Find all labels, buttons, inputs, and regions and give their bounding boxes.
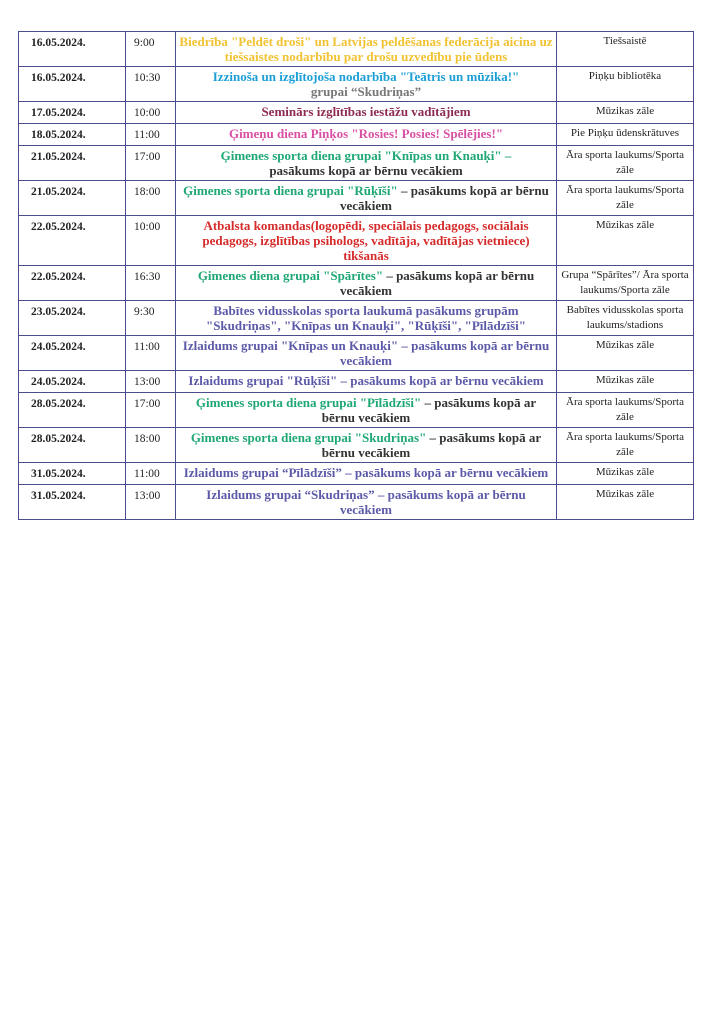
event-description (176, 124, 557, 146)
event-description (176, 102, 557, 124)
table-row (19, 428, 694, 463)
event-text-part: – pasākums kopā ar bērnu vecākiem (340, 268, 535, 298)
event-date: 21.05.2024. (19, 146, 126, 181)
event-time: 18:00 (126, 181, 176, 216)
event-date: 28.05.2024. (19, 428, 126, 463)
table-row (19, 301, 694, 336)
event-date: 28.05.2024. (19, 393, 126, 428)
events-schedule-table (18, 31, 694, 520)
event-location: Āra sporta laukums/Sporta zāle (557, 393, 694, 428)
event-description (176, 181, 557, 216)
event-time: 18:00 (126, 428, 176, 463)
event-description (176, 393, 557, 428)
event-description (176, 428, 557, 463)
event-text-part: Izlaidums grupai "Rūķīši" – pasākums kopā ar bērnu vecākiem (188, 373, 544, 388)
event-text-part: Ģimenes sporta diena grupai "Knīpas un Knauķi" – (220, 148, 512, 163)
event-date: 17.05.2024. (19, 102, 126, 124)
event-time: 9:00 (126, 32, 176, 67)
table-row (19, 181, 694, 216)
event-text-part: Ģimenes diena grupai "Spārītes" (197, 268, 384, 283)
event-time: 10:00 (126, 102, 176, 124)
event-location: Āra sporta laukums/Sporta zāle (557, 428, 694, 463)
event-time: 10:30 (126, 67, 176, 102)
event-date: 24.05.2024. (19, 336, 126, 371)
event-description (176, 463, 557, 485)
event-time: 16:30 (126, 266, 176, 301)
event-location: Mūzikas zāle (557, 102, 694, 124)
event-date: 22.05.2024. (19, 266, 126, 301)
event-date: 24.05.2024. (19, 371, 126, 393)
event-location: Mūzikas zāle (557, 463, 694, 485)
event-date: 22.05.2024. (19, 216, 126, 266)
event-text-part: – pasākums kopā ar bērnu vecākiem (340, 183, 549, 213)
table-row (19, 485, 694, 520)
event-location: Āra sporta laukums/Sporta zāle (557, 181, 694, 216)
event-date: 21.05.2024. (19, 181, 126, 216)
table-row (19, 266, 694, 301)
table-row (19, 102, 694, 124)
event-location: Mūzikas zāle (557, 371, 694, 393)
event-time: 11:00 (126, 336, 176, 371)
event-text-part: Izlaidums grupai “Pīlādzīši” – pasākums kopā ar bērnu vecākiem (183, 465, 549, 480)
event-text-part: Izlaidums grupai "Knīpas un Knauķi" – pasākums kopā ar bērnu vecākiem (182, 338, 550, 368)
event-text-part: grupai “Skudriņas” (310, 84, 422, 99)
event-time: 13:00 (126, 485, 176, 520)
table-row (19, 336, 694, 371)
event-text-part: Ģimenes sporta diena grupai "Skudriņas" (190, 430, 427, 445)
table-row (19, 371, 694, 393)
event-time: 11:00 (126, 463, 176, 485)
event-description (176, 67, 557, 102)
event-description (176, 266, 557, 301)
event-time: 17:00 (126, 146, 176, 181)
event-description (176, 146, 557, 181)
event-time: 11:00 (126, 124, 176, 146)
event-description (176, 301, 557, 336)
event-location: Āra sporta laukums/Sporta zāle (557, 146, 694, 181)
event-date: 16.05.2024. (19, 67, 126, 102)
event-time: 17:00 (126, 393, 176, 428)
schedule-body (19, 32, 694, 520)
event-location: Mūzikas zāle (557, 485, 694, 520)
event-location: Tiešsaistē (557, 32, 694, 67)
event-text-part: – pasākums kopā ar bērnu vecākiem (321, 430, 542, 460)
table-row (19, 32, 694, 67)
event-location: Pie Piņķu ūdenskrātuves (557, 124, 694, 146)
event-location: Mūzikas zāle (557, 216, 694, 266)
event-text-part: Biedrība "Peldēt droši" un Latvijas peldēšanas federācija aicina uz tiešsaistes nodarbību par drošu uzvedību pie ūdens (179, 34, 553, 64)
table-row (19, 216, 694, 266)
event-time: 13:00 (126, 371, 176, 393)
event-text-part: Seminārs izglītības iestāžu vadītājiem (261, 104, 471, 119)
event-text-part: Izzinoša un izglītojoša nodarbība "Teātris un mūzika!" (212, 69, 520, 84)
event-text-part: Babītes vidusskolas sporta laukumā pasākums grupām "Skudriņas", "Knīpas un Knauķi", "Rūķīši", "Pīlādzīši" (205, 303, 527, 333)
event-description (176, 216, 557, 266)
event-location: Babītes vidusskolas sporta laukums/stadions (557, 301, 694, 336)
event-date: 23.05.2024. (19, 301, 126, 336)
table-row (19, 67, 694, 102)
event-description (176, 336, 557, 371)
event-location: Mūzikas zāle (557, 336, 694, 371)
event-text-part: Ģimenes sporta diena grupai "Pīlādzīši" (195, 395, 422, 410)
table-row (19, 463, 694, 485)
event-date: 18.05.2024. (19, 124, 126, 146)
event-date: 16.05.2024. (19, 32, 126, 67)
event-time: 9:30 (126, 301, 176, 336)
event-text-part: Ģimeņu diena Piņķos "Rosies! Posies! Spēlējies!" (228, 126, 504, 141)
table-row (19, 124, 694, 146)
event-text-part: Atbalsta komandas(logopēdi, speciālais pedagogs, sociālais pedagogs, izglītības psihologs, vadītāja, vadītājas vietniece) tikšanās (202, 218, 530, 263)
event-description (176, 485, 557, 520)
event-description (176, 371, 557, 393)
event-text-part: Izlaidums grupai “Skudriņas” – pasākums kopā ar bērnu vecākiem (206, 487, 526, 517)
event-location: Grupa “Spārītes”/ Āra sporta laukums/Sporta zāle (557, 266, 694, 301)
event-text-part: Ģimenes sporta diena grupai "Rūķīši" (183, 183, 398, 198)
event-time: 10:00 (126, 216, 176, 266)
table-row (19, 393, 694, 428)
event-description (176, 32, 557, 67)
event-date: 31.05.2024. (19, 485, 126, 520)
table-row (19, 146, 694, 181)
event-text-part: pasākums kopā ar bērnu vecākiem (269, 163, 463, 178)
event-text-part: – pasākums kopā ar bērnu vecākiem (321, 395, 537, 425)
event-location: Piņķu bibliotēka (557, 67, 694, 102)
event-date: 31.05.2024. (19, 463, 126, 485)
